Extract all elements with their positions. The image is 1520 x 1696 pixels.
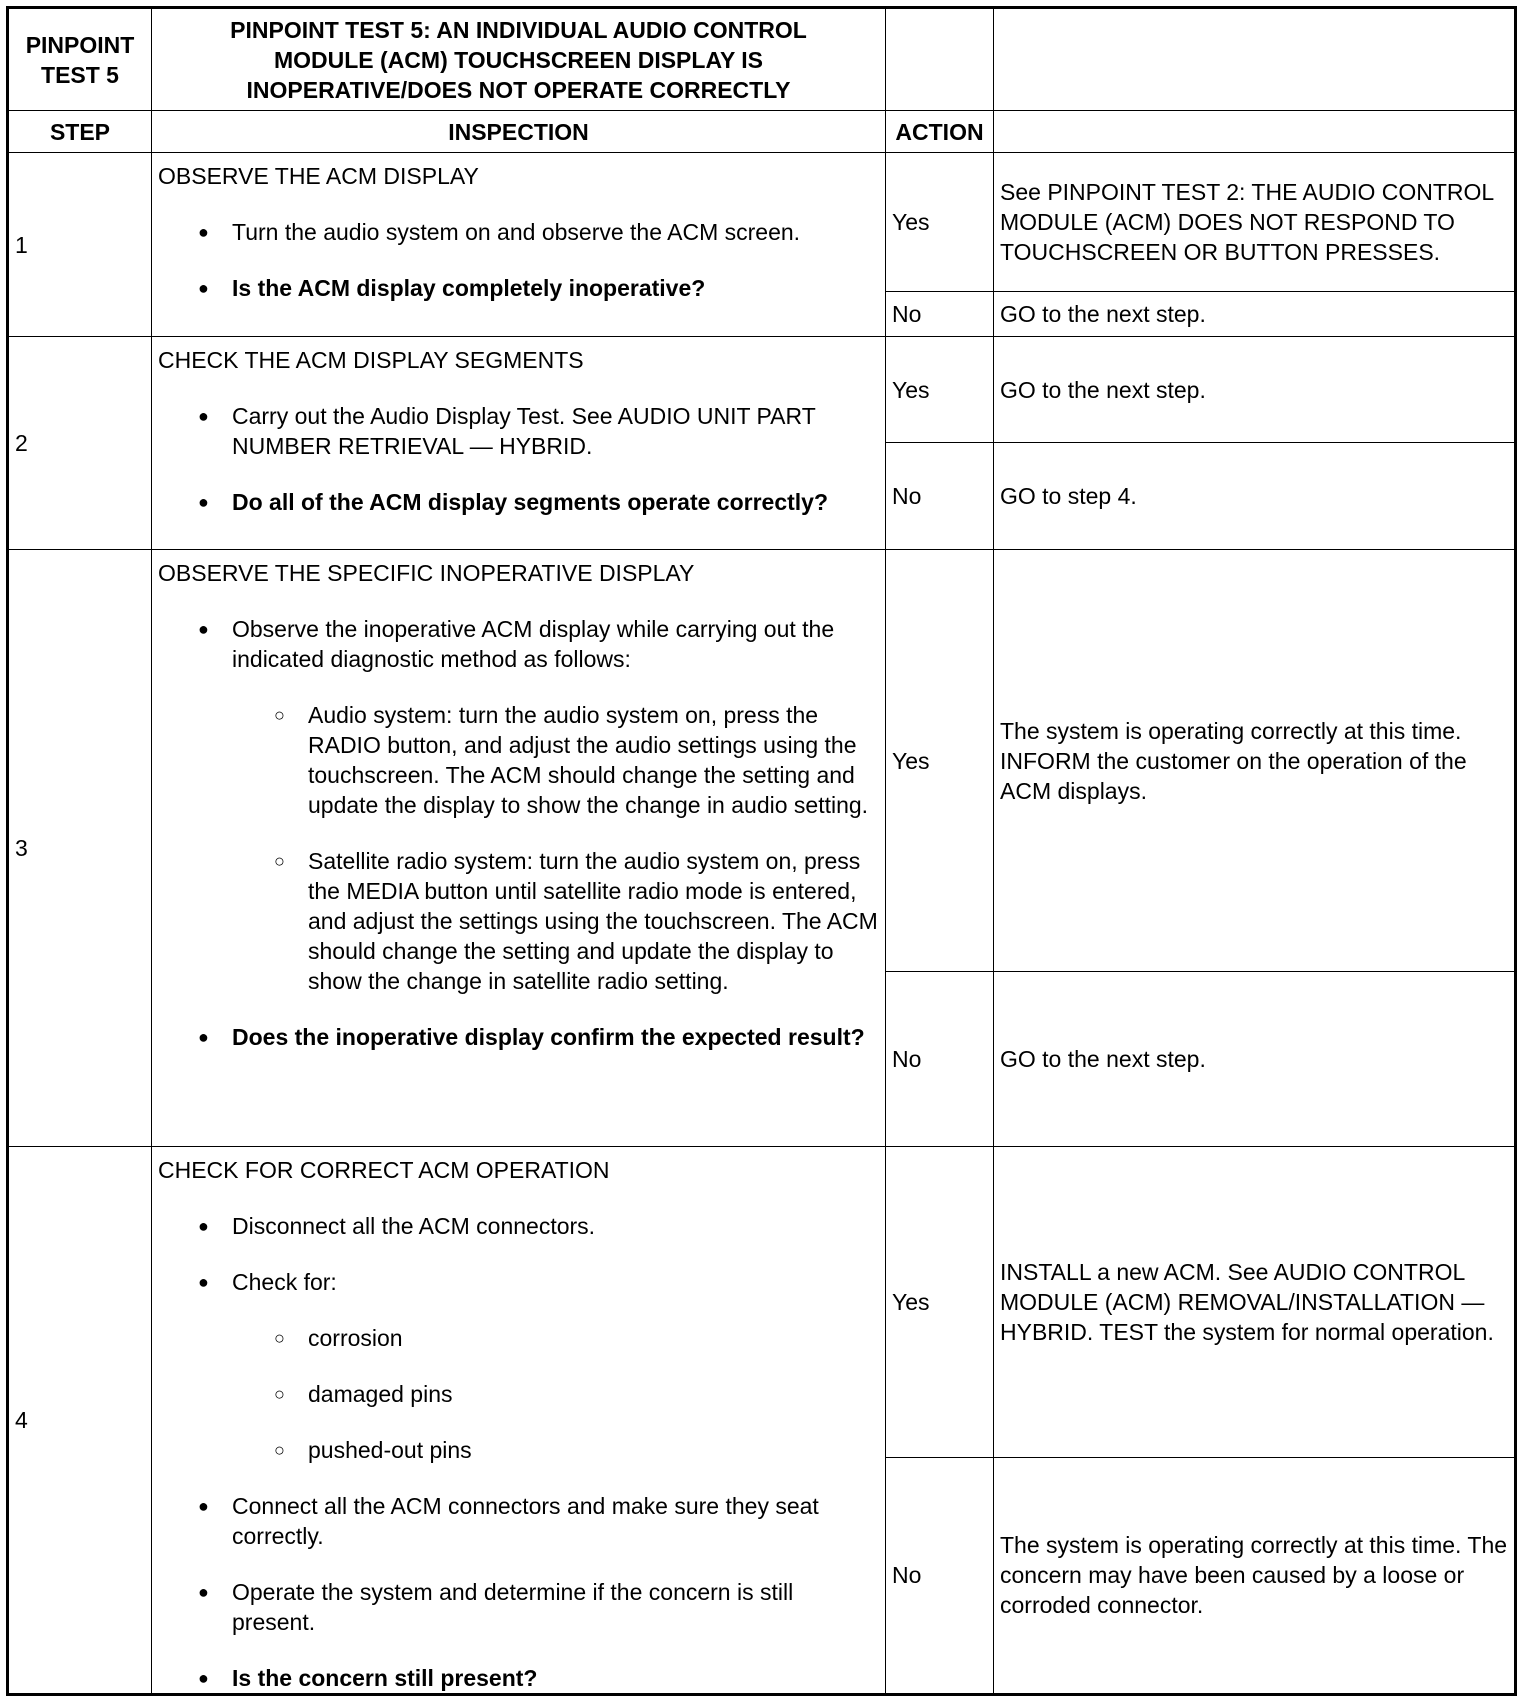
step-number: 4	[8, 1147, 152, 1695]
no-action: GO to step 4.	[994, 443, 1516, 550]
yes-label: Yes	[886, 1147, 994, 1458]
sub-bullet-item: ○ Audio system: turn the audio system on, press the RADIO button, and adjust the audio settings using the touchscreen. The ACM should change the setting and update the display to show the change in audio setting.	[158, 700, 879, 820]
step-heading: OBSERVE THE SPECIFIC INOPERATIVE DISPLAY	[158, 560, 695, 586]
yes-action: GO to the next step.	[994, 337, 1516, 443]
inspection-cell	[152, 550, 886, 1147]
inspection-cell	[152, 153, 886, 337]
empty-cell	[994, 8, 1516, 111]
bullet-item: ● Carry out the Audio Display Test. See AUDIO UNIT PART NUMBER RETRIEVAL — HYBRID.	[158, 401, 879, 461]
no-action: GO to the next step.	[994, 292, 1516, 337]
column-header-step: STEP	[8, 111, 152, 153]
sub-bullet-item: ○ corrosion	[158, 1323, 879, 1353]
question: ● Is the ACM display completely inoperative?	[158, 273, 879, 303]
no-label: No	[886, 1457, 994, 1694]
step-number: 2	[8, 337, 152, 550]
question: ● Is the concern still present?	[158, 1663, 879, 1693]
pinpoint-test-table	[6, 6, 1517, 1696]
yes-action: See PINPOINT TEST 2: THE AUDIO CONTROL MODULE (ACM) DOES NOT RESPOND TO TOUCHSCREEN OR BUTTON PRESSES.	[994, 153, 1516, 292]
empty-cell	[886, 8, 994, 111]
no-action: GO to the next step.	[994, 972, 1516, 1147]
bullet-item: ● Connect all the ACM connectors and make sure they seat correctly.	[158, 1491, 879, 1551]
bullet-item: ● Observe the inoperative ACM display while carrying out the indicated diagnostic method as follows:	[158, 614, 879, 674]
column-header-inspection: INSPECTION	[152, 111, 886, 153]
sub-bullet-item: ○ Satellite radio system: turn the audio system on, press the MEDIA button until satellite radio mode is entered, and adjust the settings using the touchscreen. The ACM should change the setting and update the display to show the change in satellite radio setting.	[158, 846, 879, 996]
bullet-item: ● Operate the system and determine if the concern is still present.	[158, 1577, 879, 1637]
yes-label: Yes	[886, 550, 994, 972]
no-label: No	[886, 292, 994, 337]
inspection-cell	[152, 337, 886, 550]
question: ● Does the inoperative display confirm the expected result?	[158, 1022, 879, 1052]
sub-bullet-item: ○ pushed-out pins	[158, 1435, 879, 1465]
inspection-cell	[152, 1147, 886, 1695]
no-label: No	[886, 443, 994, 550]
step-heading: CHECK THE ACM DISPLAY SEGMENTS	[158, 347, 584, 373]
no-label: No	[886, 972, 994, 1147]
column-header-action: ACTION	[886, 111, 994, 153]
bullet-item: ● Check for:	[158, 1267, 879, 1297]
bullet-item: ● Disconnect all the ACM connectors.	[158, 1211, 879, 1241]
test-title: PINPOINT TEST 5: AN INDIVIDUAL AUDIO CONTROL MODULE (ACM) TOUCHSCREEN DISPLAY IS INOPERATIVE/DOES NOT OPERATE CORRECTLY	[152, 8, 886, 111]
no-action: The system is operating correctly at this time. The concern may have been caused by a loose or corroded connector.	[994, 1457, 1516, 1694]
test-label: PINPOINT TEST 5	[8, 8, 152, 111]
empty-cell	[994, 111, 1516, 153]
sub-bullet-item: ○ damaged pins	[158, 1379, 879, 1409]
step-heading: CHECK FOR CORRECT ACM OPERATION	[158, 1157, 610, 1183]
question: ● Do all of the ACM display segments operate correctly?	[158, 487, 879, 517]
step-heading: OBSERVE THE ACM DISPLAY	[158, 163, 479, 189]
yes-label: Yes	[886, 153, 994, 292]
yes-action: The system is operating correctly at this time. INFORM the customer on the operation of the ACM displays.	[994, 550, 1516, 972]
step-number: 3	[8, 550, 152, 1147]
bullet-item: ● Turn the audio system on and observe the ACM screen.	[158, 217, 879, 247]
yes-action: INSTALL a new ACM. See AUDIO CONTROL MODULE (ACM) REMOVAL/INSTALLATION — HYBRID. TEST the system for normal operation.	[994, 1147, 1516, 1458]
yes-label: Yes	[886, 337, 994, 443]
step-number: 1	[8, 153, 152, 337]
